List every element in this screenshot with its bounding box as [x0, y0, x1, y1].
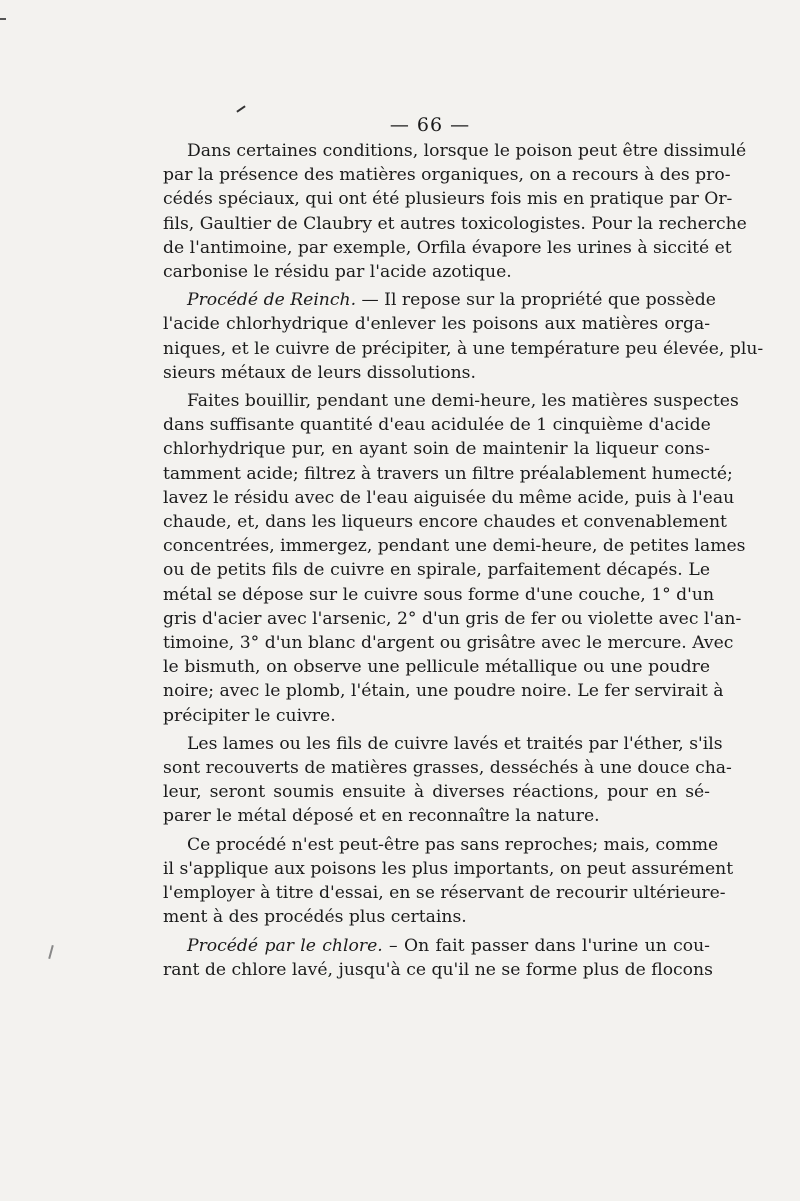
text-line: sieurs métaux de leurs dissolutions. — [163, 362, 476, 383]
text-line: chaude, et, dans les liqueurs encore chaudes et convenablement — [163, 512, 727, 533]
text-line: niques, et le cuivre de précipiter, à une température peu élevée, plu- — [163, 338, 764, 359]
text-line — [163, 288, 716, 312]
paragraph-3 — [163, 389, 746, 728]
text-line — [163, 934, 710, 958]
paragraph-2 — [163, 288, 764, 385]
text-line: de l'antimoine, par exemple, Orfila évapore les urines à siccité et — [163, 237, 732, 258]
text-line: fils, Gaultier de Claubry et autres toxicologistes. Pour la recherche — [163, 213, 747, 234]
paragraph-6 — [163, 934, 713, 982]
corner-mark — [0, 18, 6, 20]
text-line: tamment acide; filtrez à travers un filtre préalablement humecté; — [163, 463, 733, 484]
text-line: métal se dépose sur le cuivre sous forme d'une couche, 1° d'un — [163, 584, 715, 605]
text-line: parer le métal déposé et en reconnaître la nature. — [163, 806, 600, 827]
paragraph-4 — [163, 732, 732, 829]
text-body — [163, 139, 764, 986]
section-heading-chlore: Procédé par le chlore. — [187, 935, 383, 956]
section-heading-reinch: Procédé de Reinch. — [187, 290, 357, 311]
text-line: l'employer à titre d'essai, en se réservant de recourir ultérieure- — [163, 883, 726, 904]
text-line: chlorhydrique pur, en ayant soin de maintenir la liqueur cons- — [163, 439, 710, 460]
text-line: Les lames ou les fils de cuivre lavés et traités par l'éther, s'ils — [187, 733, 723, 754]
text-line: par la présence des matières organiques, on a recours à des pro- — [163, 165, 731, 186]
text-line: timoine, 3° d'un blanc d'argent ou grisâtre avec le mercure. Avec — [163, 633, 734, 654]
stray-mark — [236, 105, 245, 112]
text-line: Dans certaines conditions, lorsque le poison peut être dissimulé — [187, 141, 747, 161]
text-line: l'acide chlorhydrique d'enlever les poisons aux matières orga- — [163, 314, 710, 335]
text-line: rant de chlore lavé, jusqu'à ce qu'il ne se forme plus de flocons — [163, 959, 713, 980]
text-line: dans suffisante quantité d'eau acidulée de 1 cinquième d'acide — [163, 415, 711, 436]
text-fragment: – On fait passer dans l'urine un cou- — [382, 935, 710, 956]
margin-mark — [48, 945, 54, 959]
text-line: Ce procédé n'est peut-être pas sans reproches; mais, comme — [187, 834, 719, 855]
text-line: carbonise le résidu par l'acide azotique. — [163, 262, 512, 283]
text-line: ou de petits fils de cuivre en spirale, parfaitement décapés. Le — [163, 560, 710, 581]
text-fragment: — Il repose sur la propriété que possède — [356, 290, 716, 311]
text-line: concentrées, immergez, pendant une demi-heure, de petites lames — [163, 536, 746, 557]
text-line: le bismuth, on observe une pellicule métallique ou une poudre — [163, 657, 710, 678]
text-line: il s'applique aux poisons les plus importants, on peut assurément — [163, 858, 734, 879]
text-line: lavez le résidu avec de l'eau aiguisée du même acide, puis à l'eau — [163, 487, 735, 508]
text-line: Faites bouillir, pendant une demi-heure, les matières suspectes — [187, 391, 739, 412]
text-line: sont recouverts de matières grasses, desséchés à une douce cha- — [163, 758, 732, 779]
text-line: gris d'acier avec l'arsenic, 2° d'un gris de fer ou violette avec l'an- — [163, 608, 742, 629]
page-number: — 66 — — [389, 114, 471, 136]
paragraph-1 — [163, 139, 747, 284]
text-line: cédés spéciaux, qui ont été plusieurs fois mis en pratique par Or- — [163, 189, 733, 210]
text-line: ment à des procédés plus certains. — [163, 907, 467, 928]
paragraph-5 — [163, 833, 734, 930]
text-line: précipiter le cuivre. — [163, 705, 336, 726]
text-line: leur, seront soumis ensuite à diverses réactions, pour en sé- — [163, 782, 710, 803]
text-line: noire; avec le plomb, l'étain, une poudre noire. Le fer servirait à — [163, 681, 724, 702]
